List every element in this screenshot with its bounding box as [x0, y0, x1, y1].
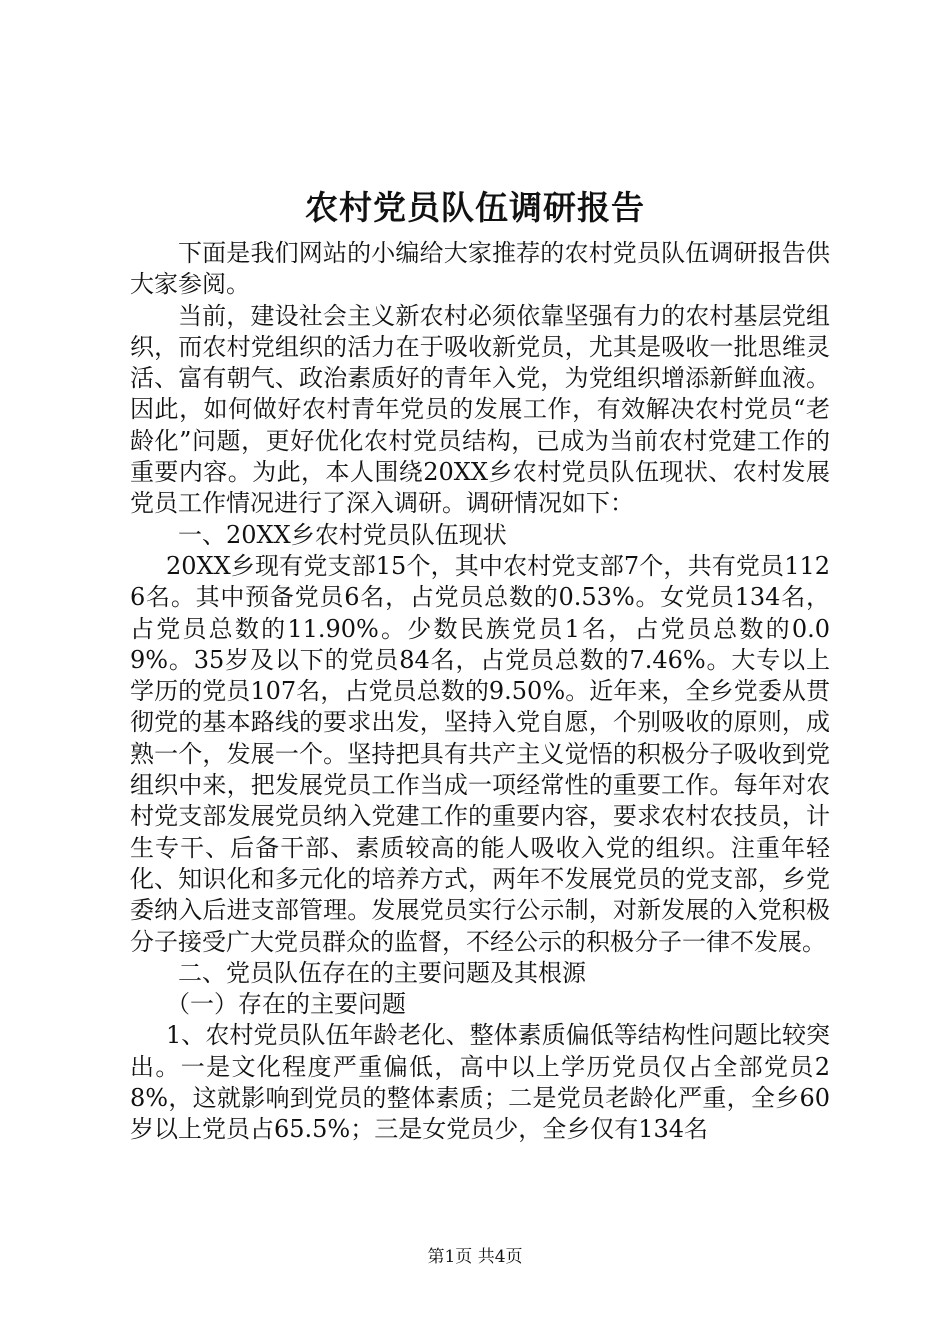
paragraph-problem-1: 1、农村党员队伍年龄老化、整体素质偏低等结构性问题比较突出。一是文化程度严重偏低，高中以上学历党员仅占全部党员28%，这就影响到党员的整体素质；二是党员老龄化严重，全乡60岁以上党员占65.5%；三是女党员少，全乡仅有134名 [130, 1021, 830, 1144]
section-heading-1: 一、20XX乡农村党员队伍现状 [178, 520, 507, 549]
page-footer: 第1页 共4页 [427, 1247, 523, 1267]
paragraph-intro: 下面是我们网站的小编给大家推荐的农村党员队伍调研报告供大家参阅。 [130, 239, 830, 299]
paragraph-status: 20XX乡现有党支部15个，其中农村党支部7个，共有党员1126名。其中预备党员6名，占党员总数的0.53%。女党员134名，占党员总数的11.90%。少数民族党员1名，占党员总数的0.09%。35岁及以下的党员84名，占党员总数的7.46%。大专以上学历的党员107名，占党员总数的9.50%。近年来，全乡党委从贯彻党的基本路线的要求出发，坚持入党自愿，个别吸收的原则，成熟一个，发展一个。坚持把具有共产主义觉悟的积极分子吸收到党组织中来，把发展党员工作当成一项经常性的重要工作。每年对农村党支部发展党员纳入党建工作的重要内容，要求农村农技员，计生专干、后备干部、素质较高的能人吸收入党的组织。注重年轻化、知识化和多元化的培养方式，两年不发展党员的党支部，乡党委纳入后进支部管理。发展党员实行公示制，对新发展的入党积极分子接受广大党员群众的监督，不经公示的积极分子一律不发展。 [130, 551, 830, 956]
section-heading-2: 二、党员队伍存在的主要问题及其根源 [178, 958, 586, 987]
document-title: 农村党员队伍调研报告 [305, 188, 645, 227]
paragraph-background: 当前，建设社会主义新农村必须依靠坚强有力的农村基层党组织，而农村党组织的活力在于吸收新党员，尤其是吸收一批思维灵活、富有朝气、政治素质好的青年入党，为党组织增添新鲜血液。因此，如何做好农村青年党员的发展工作，有效解决农村党员“老龄化”问题，更好优化农村党员结构，已成为当前农村党建工作的重要内容。为此，本人围绕20XX乡农村党员队伍现状、农村发展党员工作情况进行了深入调研。调研情况如下： [130, 301, 830, 518]
subsection-heading-1: （一）存在的主要问题 [166, 990, 406, 1019]
document-body [130, 238, 830, 1146]
